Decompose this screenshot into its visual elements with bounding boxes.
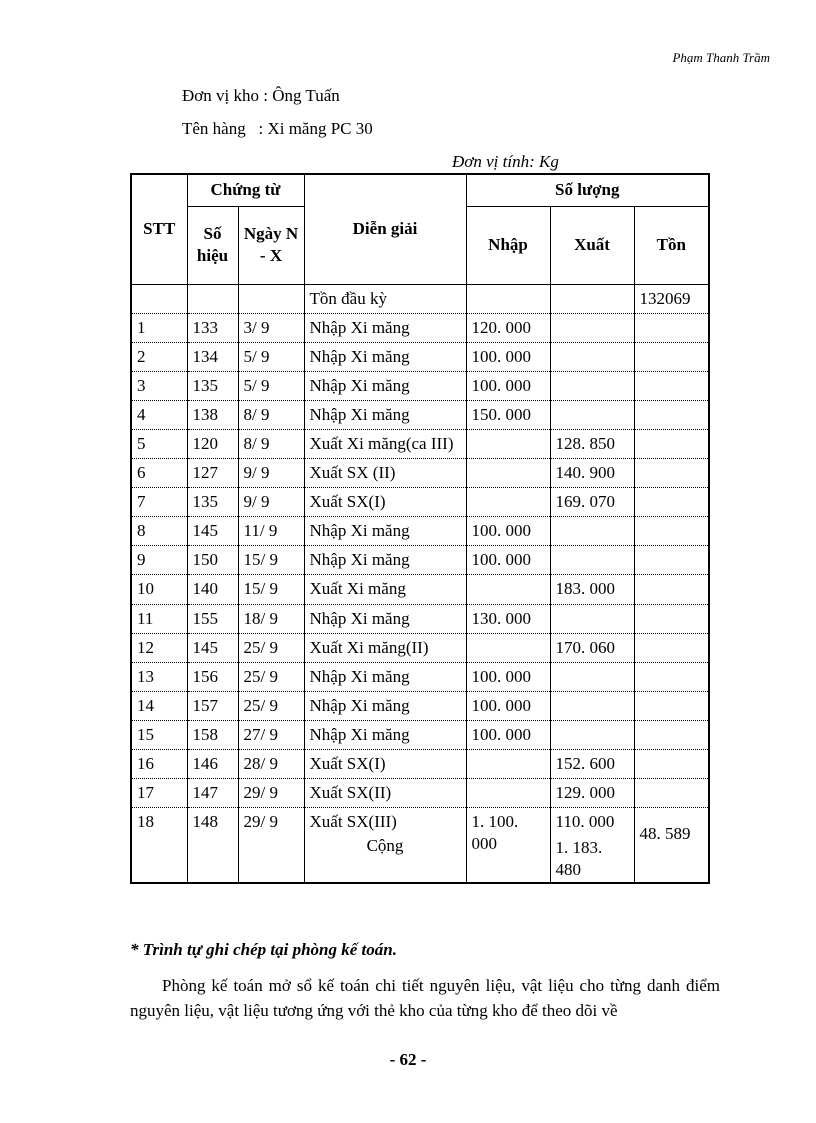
cell-ngay: 15/ 9 (238, 575, 304, 604)
cell-stt: 15 (131, 720, 187, 749)
cell-xuat (550, 808, 634, 884)
cell-ngay: 8/ 9 (238, 429, 304, 458)
cell-so-hieu: 133 (187, 313, 238, 342)
cell-dien-giai: Xuất SX(II) (304, 779, 466, 808)
cell-so-hieu: 135 (187, 488, 238, 517)
cell-dien-giai: Xuất Xi măng (304, 575, 466, 604)
cell-so-hieu: 156 (187, 662, 238, 691)
cell-dien-giai: Xuất SX (II) (304, 459, 466, 488)
cell-ton (634, 400, 709, 429)
cell-nhap: 130. 000 (466, 604, 550, 633)
table-row (131, 662, 709, 691)
cell-ngay: 11/ 9 (238, 517, 304, 546)
header-stt: STT (131, 174, 187, 284)
cell-ton (634, 750, 709, 779)
cell-nhap (466, 429, 550, 458)
cell-dien-giai: Xuất SX(I) (304, 488, 466, 517)
cell-xuat: 170. 060 (550, 633, 634, 662)
cell-xuat (550, 284, 634, 313)
cell-xuat: 140. 900 (550, 459, 634, 488)
cell-nhap: 100. 000 (466, 546, 550, 575)
cell-ton (634, 517, 709, 546)
cell-xuat (550, 517, 634, 546)
cell-so-hieu: 135 (187, 371, 238, 400)
cell-nhap (466, 779, 550, 808)
cell-ton (634, 371, 709, 400)
cell-ton (634, 459, 709, 488)
cell-stt (131, 284, 187, 313)
cell-stt: 1 (131, 313, 187, 342)
cell-dien-giai: Tồn đầu kỳ (304, 284, 466, 313)
cell-stt: 17 (131, 779, 187, 808)
cell-dien-giai: Xuất SX(I) (304, 750, 466, 779)
cell-so-hieu: 158 (187, 720, 238, 749)
cell-ton (634, 691, 709, 720)
cell-dien-giai: Nhập Xi măng (304, 691, 466, 720)
cell-ngay: 29/ 9 (238, 808, 304, 884)
cell-so-hieu: 148 (187, 808, 238, 884)
header-ngay: Ngày N - X (238, 206, 304, 284)
cell-ngay: 25/ 9 (238, 662, 304, 691)
cell-stt: 6 (131, 459, 187, 488)
cell-stt: 3 (131, 371, 187, 400)
header-so-luong: Số lượng (466, 174, 709, 206)
cell-ton (634, 575, 709, 604)
cell-dien-giai: Nhập Xi măng (304, 517, 466, 546)
total-xuat: 1. 183. 480 (555, 838, 603, 880)
cell-stt: 2 (131, 342, 187, 371)
cell-ngay: 29/ 9 (238, 779, 304, 808)
cell-dien-giai: Nhập Xi măng (304, 604, 466, 633)
cell-xuat (550, 604, 634, 633)
table-row (131, 400, 709, 429)
cell-dien-giai: Xuất Xi măng(ca III) (304, 429, 466, 458)
cell-ton (634, 662, 709, 691)
header-nhap: Nhập (466, 206, 550, 284)
cell-ton (634, 313, 709, 342)
cell-ton (634, 488, 709, 517)
cell-xuat (550, 371, 634, 400)
cell-so-hieu: 120 (187, 429, 238, 458)
cell-ngay: 18/ 9 (238, 604, 304, 633)
cell-xuat (550, 400, 634, 429)
cell-nhap: 100. 000 (466, 517, 550, 546)
total-ton: 48. 589 (639, 824, 691, 844)
cell-ngay: 25/ 9 (238, 633, 304, 662)
item-line: Tên hàng : Xi măng PC 30 (182, 119, 373, 138)
cell-so-hieu: 155 (187, 604, 238, 633)
cell-ngay: 9/ 9 (238, 459, 304, 488)
cell-xuat: 129. 000 (550, 779, 634, 808)
cell-nhap (466, 284, 550, 313)
cell-xuat: 183. 000 (550, 575, 634, 604)
cell-ngay: 5/ 9 (238, 342, 304, 371)
cell-ton (634, 546, 709, 575)
cell-stt: 16 (131, 750, 187, 779)
cell-nhap (466, 750, 550, 779)
cell-stt: 4 (131, 400, 187, 429)
cell-ngay: 27/ 9 (238, 720, 304, 749)
cell-stt: 10 (131, 575, 187, 604)
cell-ton (634, 342, 709, 371)
cell-ngay: 15/ 9 (238, 546, 304, 575)
header-chung-tu: Chứng từ (187, 174, 304, 206)
cell-xuat: 152. 600 (550, 750, 634, 779)
cell-ngay: 8/ 9 (238, 400, 304, 429)
cell-nhap: 100. 000 (466, 691, 550, 720)
cell-stt: 13 (131, 662, 187, 691)
cell-stt: 8 (131, 517, 187, 546)
cell-so-hieu: 145 (187, 517, 238, 546)
table-row (131, 459, 709, 488)
cell-so-hieu (187, 284, 238, 313)
header-dien-giai: Diễn giải (304, 174, 466, 284)
last-dien-giai: Xuất SX(III) (309, 812, 397, 832)
table-row (131, 779, 709, 808)
header-ton: Tồn (634, 206, 709, 284)
cell-stt: 12 (131, 633, 187, 662)
table-row (131, 313, 709, 342)
cell-stt: 5 (131, 429, 187, 458)
cell-ton (634, 779, 709, 808)
table-row (131, 517, 709, 546)
cell-so-hieu: 145 (187, 633, 238, 662)
cell-nhap (466, 488, 550, 517)
cell-nhap: 100. 000 (466, 342, 550, 371)
final-row (131, 808, 709, 884)
cell-nhap: 100. 000 (466, 720, 550, 749)
cell-nhap: 100. 000 (466, 662, 550, 691)
cell-xuat (550, 691, 634, 720)
cell-stt: 7 (131, 488, 187, 517)
table-row (131, 750, 709, 779)
cell-dien-giai: Nhập Xi măng (304, 720, 466, 749)
table-row (131, 371, 709, 400)
cell-ton (634, 429, 709, 458)
total-label: Cộng (366, 836, 404, 856)
cell-stt: 11 (131, 604, 187, 633)
cell-ngay: 3/ 9 (238, 313, 304, 342)
cell-so-hieu: 127 (187, 459, 238, 488)
table-row (131, 575, 709, 604)
cell-so-hieu: 157 (187, 691, 238, 720)
cell-ngay: 28/ 9 (238, 750, 304, 779)
table-row (131, 342, 709, 371)
cell-ngay: 9/ 9 (238, 488, 304, 517)
cell-dien-giai: Xuất Xi măng(II) (304, 633, 466, 662)
cell-ngay: 25/ 9 (238, 691, 304, 720)
cell-ton: 132069 (634, 284, 709, 313)
cell-stt: 18 (131, 808, 187, 884)
cell-nhap: 120. 000 (466, 313, 550, 342)
cell-xuat (550, 313, 634, 342)
cell-ngay: 5/ 9 (238, 371, 304, 400)
table-row (131, 546, 709, 575)
warehouse-line: Đơn vị kho : Ông Tuấn (182, 86, 340, 105)
cell-dien-giai: Nhập Xi măng (304, 546, 466, 575)
cell-ton (634, 633, 709, 662)
table-row (131, 488, 709, 517)
table-row (131, 691, 709, 720)
header-xuat: Xuất (550, 206, 634, 284)
cell-dien-giai: Nhập Xi măng (304, 342, 466, 371)
cell-dien-giai: Nhập Xi măng (304, 313, 466, 342)
cell-dien-giai (304, 808, 466, 884)
cell-xuat (550, 342, 634, 371)
opening-row (131, 284, 709, 313)
cell-xuat (550, 546, 634, 575)
table-row (131, 429, 709, 458)
table-row (131, 604, 709, 633)
cell-nhap: 1. 100. 000 (466, 808, 550, 884)
cell-so-hieu: 138 (187, 400, 238, 429)
cell-xuat (550, 662, 634, 691)
cell-xuat: 169. 070 (550, 488, 634, 517)
cell-ton (634, 720, 709, 749)
cell-stt: 14 (131, 691, 187, 720)
cell-stt: 9 (131, 546, 187, 575)
cell-nhap: 150. 000 (466, 400, 550, 429)
unit-line: Đơn vị tính: Kg (452, 152, 559, 171)
cell-ngay (238, 284, 304, 313)
cell-nhap: 100. 000 (466, 371, 550, 400)
cell-nhap (466, 633, 550, 662)
section-paragraph: Phòng kế toán mở sổ kế toán chi tiết nguyên liệu, vật liệu cho từng danh điểm nguyên liệu, vật liệu tương ứng với thẻ kho của từng kho để theo dõi về (130, 976, 720, 1020)
cell-so-hieu: 146 (187, 750, 238, 779)
cell-so-hieu: 147 (187, 779, 238, 808)
last-xuat: 110. 000 (555, 812, 615, 832)
table-row (131, 720, 709, 749)
cell-so-hieu: 150 (187, 546, 238, 575)
page-number: - 62 - (389, 1050, 427, 1069)
cell-ton (634, 604, 709, 633)
cell-dien-giai: Nhập Xi măng (304, 400, 466, 429)
cell-so-hieu: 134 (187, 342, 238, 371)
cell-xuat: 128. 850 (550, 429, 634, 458)
cell-ton (634, 808, 709, 884)
cell-dien-giai: Nhập Xi măng (304, 662, 466, 691)
section-heading: * Trình tự ghi chép tại phòng kế toán. (130, 940, 397, 959)
author-name: Phạm Thanh Trầm (672, 50, 770, 65)
cell-so-hieu: 140 (187, 575, 238, 604)
cell-nhap (466, 575, 550, 604)
table-row (131, 633, 709, 662)
cell-nhap (466, 459, 550, 488)
cell-dien-giai: Nhập Xi măng (304, 371, 466, 400)
inventory-ledger-table (130, 173, 710, 884)
header-so-hieu: Số hiệu (187, 206, 238, 284)
cell-xuat (550, 720, 634, 749)
